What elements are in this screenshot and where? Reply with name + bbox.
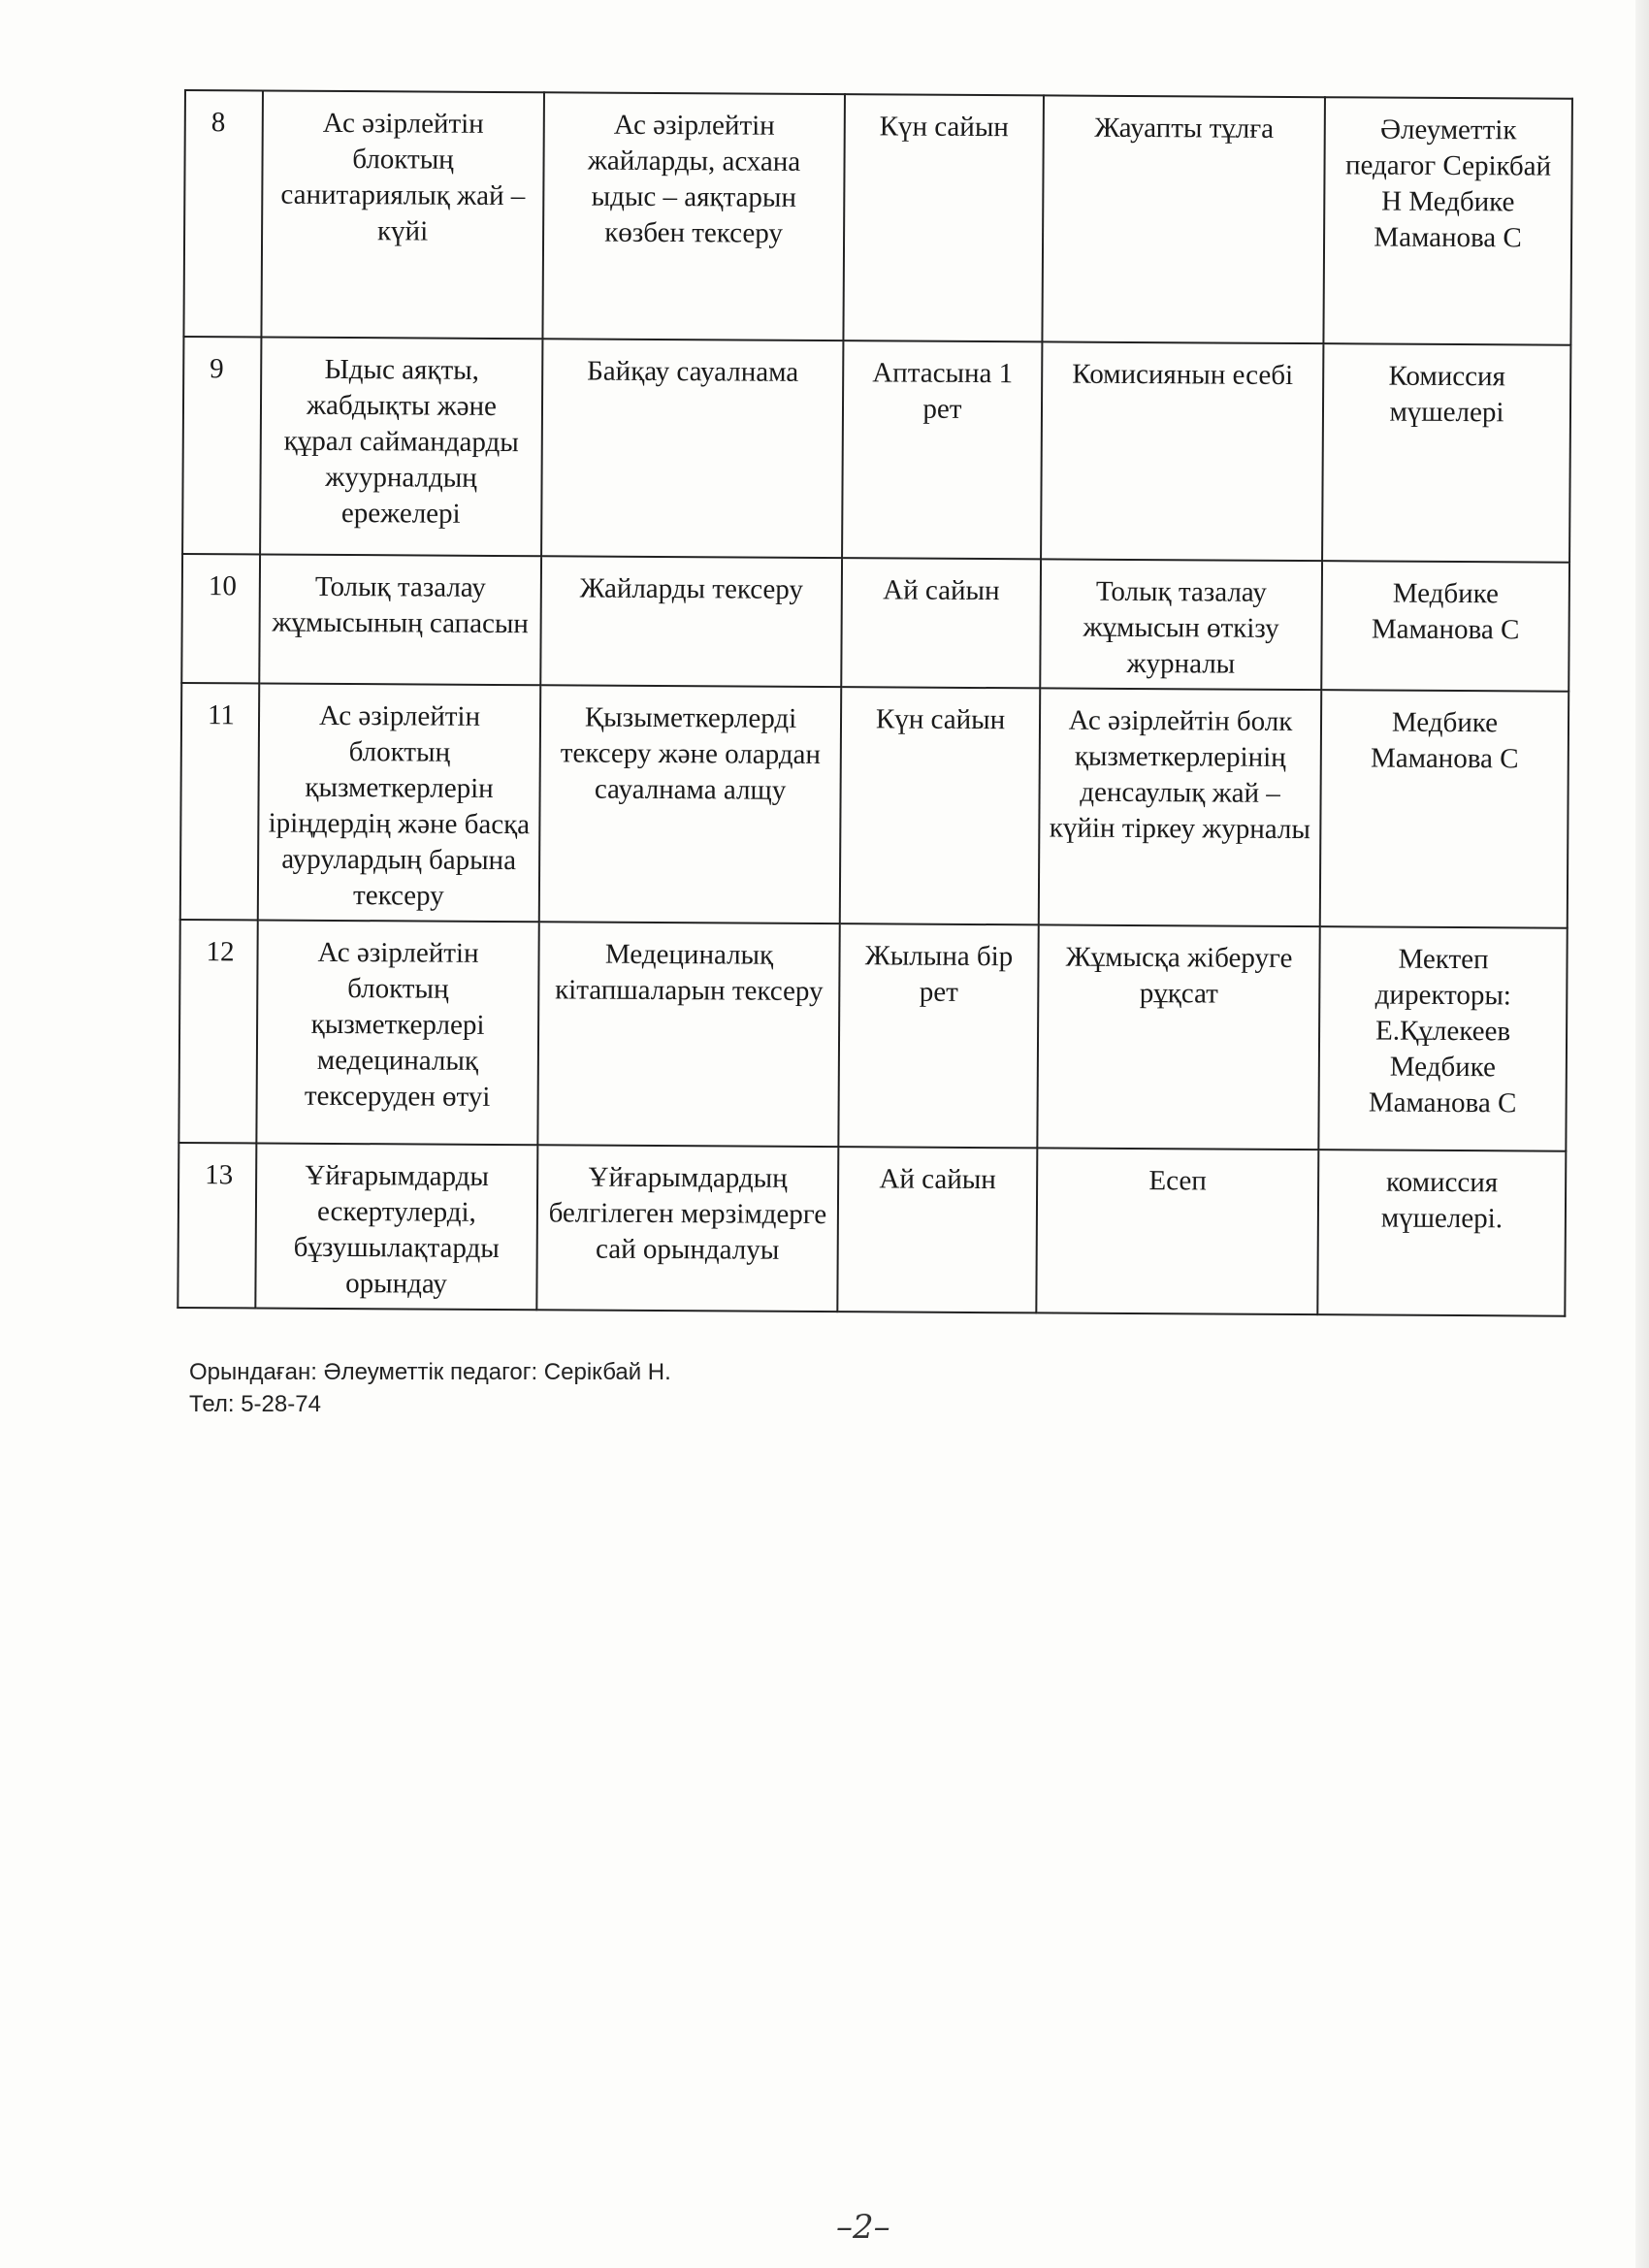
- table-row: [183, 90, 1572, 345]
- responsible-person: Медбике Маманова С: [1321, 561, 1569, 692]
- control-object: Ас әзірлейтін блоктың қызметкерлері медециналық тексеруден өтуі: [256, 920, 538, 1145]
- control-document: Есеп: [1036, 1148, 1318, 1314]
- signoff-block: [189, 1356, 671, 1420]
- page-number: –2–: [836, 2208, 890, 2247]
- row-number: 9: [182, 337, 261, 554]
- responsible-person: Медбике Маманова С: [1320, 690, 1568, 928]
- control-method: Байқау сауалнама: [541, 339, 843, 558]
- control-object: Толық тазалау жұмысының сапасын: [259, 554, 541, 685]
- row-number: 10: [181, 554, 260, 683]
- row-number: 13: [178, 1143, 256, 1308]
- control-method: Ас әзірлейтін жайларды, асхана ыдыс – аяқтарын көзбен тексеру: [542, 92, 845, 340]
- control-method: Қызыметкерлерді тексеру және олардан сауалнама алщу: [539, 685, 841, 923]
- control-document: Толық тазалау жұмысын өткізу журналы: [1040, 559, 1322, 690]
- table-row: [182, 337, 1570, 563]
- responsible-person: Комиссия мүшелері: [1322, 343, 1570, 563]
- phone-number: Тел: 5-28-74: [189, 1391, 321, 1417]
- control-frequency: Күн сайын: [840, 687, 1040, 924]
- control-object: Ас әзірлейтін блоктың қызметкерлерін іріңдердің және басқа аурулардың барына тексеру: [258, 683, 540, 922]
- control-frequency: Аптасына 1 рет: [842, 340, 1042, 559]
- prepared-by: Орындаған: Әлеуметтік педагог: Серікбай Н.: [189, 1359, 671, 1385]
- control-plan-table: [177, 89, 1573, 1317]
- row-number: 12: [178, 920, 257, 1143]
- control-method: Жайларды тексеру: [540, 556, 842, 687]
- control-frequency: Ай сайын: [841, 558, 1041, 688]
- page-edge: [1635, 0, 1649, 2268]
- table-row: [178, 920, 1567, 1151]
- control-object: Ас әзірлейтін блоктың санитариялық жай – күйі: [261, 90, 544, 339]
- control-object: Ыдыс аяқты, жабдықты және құрал саймандарды жуурналдың ережелері: [260, 337, 542, 556]
- control-method: Медециналық кітапшаларын тексеру: [537, 922, 839, 1147]
- control-object: Ұйғарымдарды ескертулерді, бұзушылақтарды орындау: [255, 1143, 537, 1310]
- responsible-person: комиссия мүшелері.: [1317, 1150, 1566, 1316]
- responsible-person: Әлеуметтік педагог Серікбай Н Медбике Маманова С: [1323, 97, 1572, 345]
- control-document: Комисиянын есебі: [1041, 341, 1323, 561]
- control-document: Ас әзірлейтін болк қызметкерлерінің денсаулық жай – күйін тіркеу журналы: [1039, 688, 1321, 926]
- table-row: [180, 683, 1568, 928]
- control-document: Жұмысқа жіберуге рұқсат: [1037, 924, 1319, 1150]
- responsible-person: Мектеп директоры: Е.Құлекеев Медбике Маманова С: [1318, 926, 1567, 1151]
- control-method: Ұйғарымдардың белгілеген мерзімдерге сай орындалуы: [536, 1145, 838, 1312]
- table-row: [178, 1143, 1566, 1316]
- control-frequency: Жылына бір рет: [838, 923, 1038, 1148]
- control-document: Жауапты тұлға: [1042, 95, 1325, 343]
- row-number: 11: [180, 683, 259, 920]
- control-frequency: Ай сайын: [837, 1147, 1037, 1312]
- row-number: 8: [183, 90, 263, 337]
- control-frequency: Күн сайын: [843, 94, 1044, 341]
- table-row: [181, 554, 1569, 692]
